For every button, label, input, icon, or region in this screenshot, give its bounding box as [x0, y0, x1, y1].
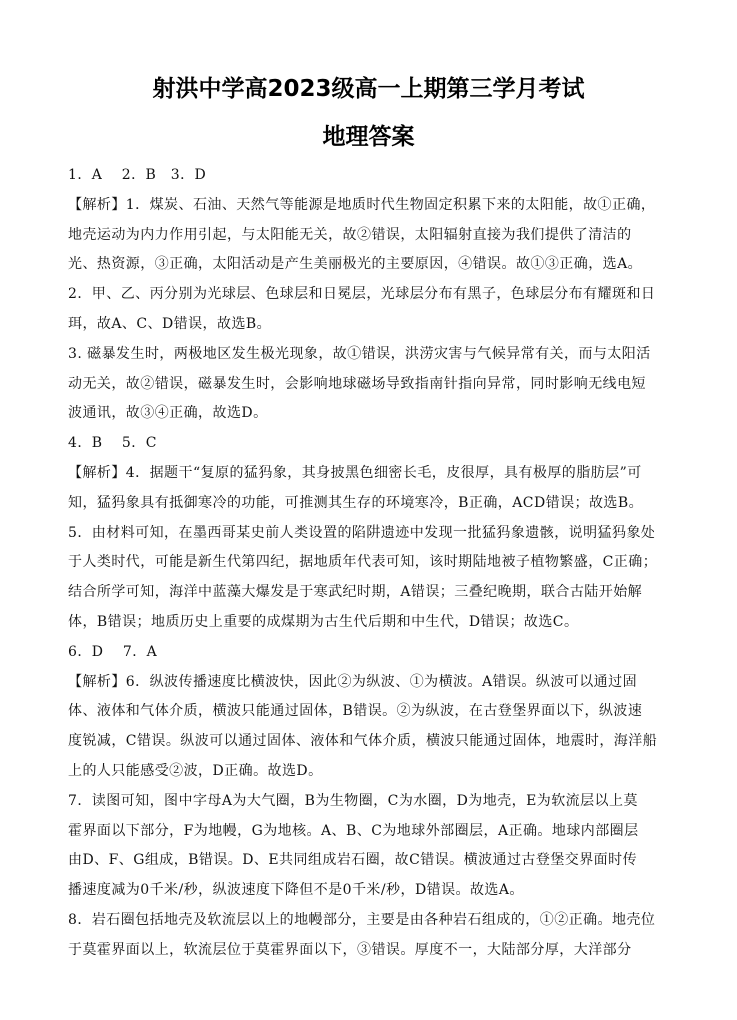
answer-line: 6．D 7．A: [68, 643, 158, 660]
answer-line: 上的人只能感受②波，D正确。故选D。: [68, 763, 323, 779]
answer-line: 播速度减为0千米/秒，纵波速度下降但不是0千米/秒，D错误。故选A。: [68, 882, 524, 899]
answer-line: 于人类时代，可能是新生代第四纪，据地质年代表可知，该时期陆地被子植物繁盛，C正确；: [68, 554, 658, 571]
exam-title: 射洪中学高2023级高一上期第三学月考试: [152, 76, 585, 102]
answer-line: 【解析】4．据题干“复原的猛犸象，其身披黑色细密长毛，皮很厚，具有极厚的脂肪层”可: [68, 465, 642, 481]
answer-line: 由D、F、G组成，B错误。D、E共同组成岩石圈，故C错误。横波通过古登堡交界面时传: [68, 852, 638, 869]
answer-line: 珥，故A、C、D错误，故选B。: [68, 316, 272, 332]
answer-line: 【解析】1．煤炭、石油、天然气等能源是地质时代生物固定积累下来的太阳能，故①正确，: [68, 196, 656, 213]
answer-line: 3. 磁暴发生时，两极地区发生极光现象，故①错误，洪涝灾害与气候异常有关，而与太阳活: [68, 345, 651, 362]
answer-line: 2．甲、乙、丙分别为光球层、色球层和日冕层，光球层分布有黑子，色球层分布有耀斑和日: [68, 286, 656, 303]
answer-line: 7．读图可知，图中字母A为大气圈，B为生物圈，C为水圈，D为地壳，E为软流层以上莫: [68, 792, 638, 809]
answer-line: 1．A 2．B 3．D: [68, 167, 207, 183]
answer-line: 度锐减，C错误。纵波可以通过固体、液体和气体介质，横波只能通过固体，地震时，海洋船: [68, 733, 658, 750]
answer-line: 体、液体和气体介质，横波只能通过固体，B错误。②为纵波，在古登堡界面以下，纵波速: [68, 703, 643, 720]
answer-line: 动无关，故②错误，磁暴发生时，会影响地球磁场导致指南针指向异常，同时影响无线电短: [68, 375, 646, 392]
answer-line: 5．由材料可知，在墨西哥某史前人类设置的陷阱遗迹中发现一批猛犸象遗骸，说明猛犸象处: [68, 524, 656, 541]
answer-line: 波通讯，故③④正确，故选D。: [68, 405, 268, 422]
answer-line: 【解析】6．纵波传播速度比横波快，因此②为纵波、①为横波。A错误。纵波可以通过固: [68, 673, 638, 690]
answer-line: 地壳运动为内力作用引起，与太阳能无关，故②错误，太阳辐射直接为我们提供了清洁的: [68, 226, 632, 243]
answer-line: 体，B错误；地质历史上重要的成煤期为古生代后期和中生代，D错误；故选C。: [68, 614, 579, 630]
answer-line: 光、热资源，③正确，太阳活动是产生美丽极光的主要原因，④错误。故①③正确，选A。: [68, 256, 643, 273]
answer-line: 4．B 5．C: [68, 435, 157, 452]
answer-line: 结合所学可知，海洋中蓝藻大爆发是于寒武纪时期，A错误；三叠纪晚期，联合古陆开始解: [68, 584, 643, 601]
answer-subtitle: 地理答案: [322, 124, 415, 150]
answer-line: 知，猛犸象具有抵御寒冷的功能，可推测其生存的环境寒冷，B正确，ACD错误；故选B。: [68, 494, 644, 511]
answer-line: 霍界面以下部分，F为地幔，G为地核。A、B、C为地球外部圈层，A正确。地球内部圈层: [68, 822, 639, 839]
answer-line: 于莫霍界面以上，软流层位于莫霍界面以下，③错误。厚度不一，大陆部分厚，大洋部分: [68, 941, 632, 958]
answer-line: 8．岩石圈包括地壳及软流层以上的地幔部分，主要是由各种岩石组成的，①②正确。地壳位: [68, 912, 656, 928]
